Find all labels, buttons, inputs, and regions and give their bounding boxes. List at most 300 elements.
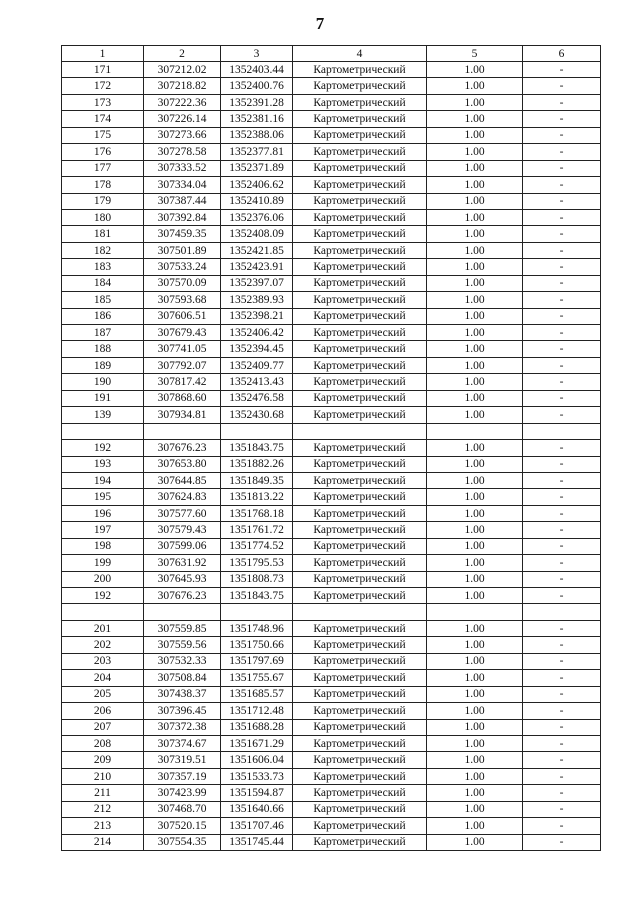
y-coordinate-cell: 1352423.91 bbox=[221, 259, 293, 275]
y-coordinate-cell: 1352403.44 bbox=[221, 62, 293, 78]
method-cell: Картометрический bbox=[293, 522, 427, 538]
table-row bbox=[62, 489, 601, 505]
note-cell: - bbox=[523, 292, 601, 308]
table-row bbox=[62, 94, 601, 110]
point-number-cell: 186 bbox=[62, 308, 144, 324]
accuracy-cell: 1.00 bbox=[427, 292, 523, 308]
accuracy-cell: 1.00 bbox=[427, 62, 523, 78]
accuracy-cell: 1.00 bbox=[427, 768, 523, 784]
note-cell: - bbox=[523, 374, 601, 390]
method-cell: Картометрический bbox=[293, 456, 427, 472]
accuracy-cell: 1.00 bbox=[427, 505, 523, 521]
note-cell: - bbox=[523, 78, 601, 94]
table-body bbox=[62, 46, 601, 851]
point-number-cell: 185 bbox=[62, 292, 144, 308]
table-row bbox=[62, 735, 601, 751]
note-cell: - bbox=[523, 834, 601, 850]
accuracy-cell: 1.00 bbox=[427, 259, 523, 275]
table-row bbox=[62, 242, 601, 258]
table-row bbox=[62, 555, 601, 571]
accuracy-cell: 1.00 bbox=[427, 752, 523, 768]
note-cell: - bbox=[523, 703, 601, 719]
x-coordinate-cell: 307631.92 bbox=[144, 555, 221, 571]
y-coordinate-cell: 1351774.52 bbox=[221, 538, 293, 554]
x-coordinate-cell: 307645.93 bbox=[144, 571, 221, 587]
note-cell bbox=[523, 423, 601, 439]
method-cell: Картометрический bbox=[293, 144, 427, 160]
point-number-cell: 176 bbox=[62, 144, 144, 160]
note-cell: - bbox=[523, 193, 601, 209]
x-coordinate-cell: 307644.85 bbox=[144, 472, 221, 488]
method-cell: Картометрический bbox=[293, 818, 427, 834]
accuracy-cell: 1.00 bbox=[427, 456, 523, 472]
point-number-cell: 192 bbox=[62, 440, 144, 456]
note-cell: - bbox=[523, 620, 601, 636]
accuracy-cell: 1.00 bbox=[427, 522, 523, 538]
y-coordinate-cell: 1351533.73 bbox=[221, 768, 293, 784]
accuracy-cell: 1.00 bbox=[427, 357, 523, 373]
table-row bbox=[62, 193, 601, 209]
x-coordinate-cell: 307438.37 bbox=[144, 686, 221, 702]
note-cell: - bbox=[523, 752, 601, 768]
x-coordinate-cell: 307679.43 bbox=[144, 325, 221, 341]
x-coordinate-cell: 307273.66 bbox=[144, 127, 221, 143]
table-row bbox=[62, 538, 601, 554]
y-coordinate-cell: 1351688.28 bbox=[221, 719, 293, 735]
y-coordinate-cell: 1351795.53 bbox=[221, 555, 293, 571]
x-coordinate-cell: 307212.02 bbox=[144, 62, 221, 78]
x-coordinate-cell bbox=[144, 423, 221, 439]
x-coordinate-cell: 307579.43 bbox=[144, 522, 221, 538]
method-cell: Картометрический bbox=[293, 78, 427, 94]
x-coordinate-cell: 307593.68 bbox=[144, 292, 221, 308]
point-number-cell: 184 bbox=[62, 275, 144, 291]
table-row bbox=[62, 818, 601, 834]
x-coordinate-cell bbox=[144, 604, 221, 620]
y-coordinate-cell: 1351685.57 bbox=[221, 686, 293, 702]
point-number-cell: 181 bbox=[62, 226, 144, 242]
y-coordinate-cell: 1352398.21 bbox=[221, 308, 293, 324]
accuracy-cell: 1.00 bbox=[427, 275, 523, 291]
y-coordinate-cell: 1351671.29 bbox=[221, 735, 293, 751]
x-coordinate-cell: 307676.23 bbox=[144, 588, 221, 604]
method-cell: Картометрический bbox=[293, 637, 427, 653]
accuracy-cell: 1.00 bbox=[427, 325, 523, 341]
note-cell: - bbox=[523, 785, 601, 801]
point-number-cell: 179 bbox=[62, 193, 144, 209]
y-coordinate-cell: 1352394.45 bbox=[221, 341, 293, 357]
y-coordinate-cell: 1351813.22 bbox=[221, 489, 293, 505]
note-cell: - bbox=[523, 407, 601, 423]
table-row bbox=[62, 456, 601, 472]
y-coordinate-cell: 1351640.66 bbox=[221, 801, 293, 817]
point-number-cell bbox=[62, 423, 144, 439]
y-coordinate-cell: 1352406.42 bbox=[221, 325, 293, 341]
column-header: 5 bbox=[427, 46, 523, 62]
point-number-cell: 177 bbox=[62, 160, 144, 176]
method-cell: Картометрический bbox=[293, 308, 427, 324]
x-coordinate-cell: 307278.58 bbox=[144, 144, 221, 160]
point-number-cell: 194 bbox=[62, 472, 144, 488]
point-number-cell: 204 bbox=[62, 670, 144, 686]
method-cell: Картометрический bbox=[293, 193, 427, 209]
table-row bbox=[62, 653, 601, 669]
note-cell: - bbox=[523, 588, 601, 604]
point-number-cell: 205 bbox=[62, 686, 144, 702]
accuracy-cell: 1.00 bbox=[427, 374, 523, 390]
point-number-cell: 203 bbox=[62, 653, 144, 669]
note-cell: - bbox=[523, 538, 601, 554]
point-number-cell: 195 bbox=[62, 489, 144, 505]
table-row bbox=[62, 127, 601, 143]
accuracy-cell: 1.00 bbox=[427, 653, 523, 669]
table-row bbox=[62, 686, 601, 702]
note-cell: - bbox=[523, 719, 601, 735]
method-cell: Картометрический bbox=[293, 407, 427, 423]
method-cell: Картометрический bbox=[293, 357, 427, 373]
y-coordinate-cell: 1352397.07 bbox=[221, 275, 293, 291]
x-coordinate-cell: 307508.84 bbox=[144, 670, 221, 686]
note-cell: - bbox=[523, 226, 601, 242]
point-number-cell: 193 bbox=[62, 456, 144, 472]
accuracy-cell: 1.00 bbox=[427, 637, 523, 653]
accuracy-cell: 1.00 bbox=[427, 555, 523, 571]
method-cell: Картометрический bbox=[293, 209, 427, 225]
x-coordinate-cell: 307319.51 bbox=[144, 752, 221, 768]
y-coordinate-cell: 1352406.62 bbox=[221, 177, 293, 193]
method-cell: Картометрический bbox=[293, 653, 427, 669]
y-coordinate-cell: 1352421.85 bbox=[221, 242, 293, 258]
table-row bbox=[62, 620, 601, 636]
table-row bbox=[62, 472, 601, 488]
x-coordinate-cell: 307372.38 bbox=[144, 719, 221, 735]
note-cell: - bbox=[523, 472, 601, 488]
accuracy-cell: 1.00 bbox=[427, 209, 523, 225]
separator-row bbox=[62, 423, 601, 439]
x-coordinate-cell: 307559.56 bbox=[144, 637, 221, 653]
table-row bbox=[62, 407, 601, 423]
point-number-cell: 206 bbox=[62, 703, 144, 719]
y-coordinate-cell: 1351712.48 bbox=[221, 703, 293, 719]
method-cell: Картометрический bbox=[293, 489, 427, 505]
point-number-cell: 192 bbox=[62, 588, 144, 604]
accuracy-cell: 1.00 bbox=[427, 834, 523, 850]
x-coordinate-cell: 307333.52 bbox=[144, 160, 221, 176]
y-coordinate-cell: 1351748.96 bbox=[221, 620, 293, 636]
method-cell: Картометрический bbox=[293, 94, 427, 110]
point-number-cell: 191 bbox=[62, 390, 144, 406]
method-cell bbox=[293, 604, 427, 620]
point-number-cell: 209 bbox=[62, 752, 144, 768]
table-row bbox=[62, 390, 601, 406]
point-number-cell: 173 bbox=[62, 94, 144, 110]
point-number-cell: 183 bbox=[62, 259, 144, 275]
accuracy-cell: 1.00 bbox=[427, 127, 523, 143]
method-cell: Картометрический bbox=[293, 538, 427, 554]
x-coordinate-cell: 307532.33 bbox=[144, 653, 221, 669]
point-number-cell: 214 bbox=[62, 834, 144, 850]
x-coordinate-cell: 307357.19 bbox=[144, 768, 221, 784]
note-cell: - bbox=[523, 440, 601, 456]
y-coordinate-cell: 1351745.44 bbox=[221, 834, 293, 850]
accuracy-cell: 1.00 bbox=[427, 719, 523, 735]
note-cell: - bbox=[523, 390, 601, 406]
table-row bbox=[62, 571, 601, 587]
x-coordinate-cell: 307868.60 bbox=[144, 390, 221, 406]
note-cell: - bbox=[523, 571, 601, 587]
table-row bbox=[62, 440, 601, 456]
method-cell: Картометрический bbox=[293, 719, 427, 735]
note-cell: - bbox=[523, 325, 601, 341]
x-coordinate-cell: 307501.89 bbox=[144, 242, 221, 258]
table-row bbox=[62, 177, 601, 193]
y-coordinate-cell: 1352410.89 bbox=[221, 193, 293, 209]
accuracy-cell: 1.00 bbox=[427, 818, 523, 834]
table-row bbox=[62, 752, 601, 768]
x-coordinate-cell: 307218.82 bbox=[144, 78, 221, 94]
note-cell: - bbox=[523, 686, 601, 702]
y-coordinate-cell: 1352476.58 bbox=[221, 390, 293, 406]
page-number: 7 bbox=[315, 14, 325, 33]
table-row bbox=[62, 78, 601, 94]
point-number-cell: 175 bbox=[62, 127, 144, 143]
method-cell: Картометрический bbox=[293, 752, 427, 768]
method-cell: Картометрический bbox=[293, 834, 427, 850]
table-row bbox=[62, 144, 601, 160]
note-cell: - bbox=[523, 505, 601, 521]
y-coordinate-cell: 1352391.28 bbox=[221, 94, 293, 110]
method-cell: Картометрический bbox=[293, 505, 427, 521]
note-cell: - bbox=[523, 670, 601, 686]
note-cell: - bbox=[523, 259, 601, 275]
y-coordinate-cell: 1352389.93 bbox=[221, 292, 293, 308]
note-cell: - bbox=[523, 735, 601, 751]
column-header: 4 bbox=[293, 46, 427, 62]
point-number-cell: 180 bbox=[62, 209, 144, 225]
x-coordinate-cell: 307392.84 bbox=[144, 209, 221, 225]
y-coordinate-cell: 1351797.69 bbox=[221, 653, 293, 669]
accuracy-cell bbox=[427, 423, 523, 439]
table-row bbox=[62, 703, 601, 719]
note-cell: - bbox=[523, 111, 601, 127]
accuracy-cell: 1.00 bbox=[427, 160, 523, 176]
accuracy-cell: 1.00 bbox=[427, 242, 523, 258]
x-coordinate-cell: 307374.67 bbox=[144, 735, 221, 751]
y-coordinate-cell: 1351843.75 bbox=[221, 588, 293, 604]
point-number-cell: 211 bbox=[62, 785, 144, 801]
note-cell: - bbox=[523, 127, 601, 143]
point-number-cell: 212 bbox=[62, 801, 144, 817]
method-cell: Картометрический bbox=[293, 390, 427, 406]
note-cell: - bbox=[523, 160, 601, 176]
accuracy-cell: 1.00 bbox=[427, 407, 523, 423]
x-coordinate-cell: 307676.23 bbox=[144, 440, 221, 456]
table-row bbox=[62, 505, 601, 521]
method-cell: Картометрический bbox=[293, 325, 427, 341]
y-coordinate-cell: 1352409.77 bbox=[221, 357, 293, 373]
table-row bbox=[62, 374, 601, 390]
note-cell: - bbox=[523, 637, 601, 653]
table-row bbox=[62, 275, 601, 291]
x-coordinate-cell: 307222.36 bbox=[144, 94, 221, 110]
method-cell: Картометрический bbox=[293, 259, 427, 275]
accuracy-cell: 1.00 bbox=[427, 226, 523, 242]
accuracy-cell: 1.00 bbox=[427, 785, 523, 801]
x-coordinate-cell: 307606.51 bbox=[144, 308, 221, 324]
separator-row bbox=[62, 604, 601, 620]
accuracy-cell: 1.00 bbox=[427, 341, 523, 357]
method-cell: Картометрический bbox=[293, 111, 427, 127]
method-cell: Картометрический bbox=[293, 374, 427, 390]
note-cell: - bbox=[523, 653, 601, 669]
note-cell: - bbox=[523, 555, 601, 571]
note-cell: - bbox=[523, 177, 601, 193]
y-coordinate-cell: 1352400.76 bbox=[221, 78, 293, 94]
table-row bbox=[62, 160, 601, 176]
table-row bbox=[62, 259, 601, 275]
x-coordinate-cell: 307792.07 bbox=[144, 357, 221, 373]
y-coordinate-cell: 1352408.09 bbox=[221, 226, 293, 242]
y-coordinate-cell: 1352388.06 bbox=[221, 127, 293, 143]
table-row bbox=[62, 834, 601, 850]
x-coordinate-cell: 307624.83 bbox=[144, 489, 221, 505]
point-number-cell: 197 bbox=[62, 522, 144, 538]
table-row bbox=[62, 670, 601, 686]
note-cell: - bbox=[523, 818, 601, 834]
accuracy-cell: 1.00 bbox=[427, 390, 523, 406]
table-row bbox=[62, 719, 601, 735]
point-number-cell: 171 bbox=[62, 62, 144, 78]
point-number-cell: 178 bbox=[62, 177, 144, 193]
y-coordinate-cell: 1352430.68 bbox=[221, 407, 293, 423]
x-coordinate-cell: 307741.05 bbox=[144, 341, 221, 357]
note-cell: - bbox=[523, 242, 601, 258]
accuracy-cell: 1.00 bbox=[427, 538, 523, 554]
column-header: 3 bbox=[221, 46, 293, 62]
table-row bbox=[62, 292, 601, 308]
x-coordinate-cell: 307459.35 bbox=[144, 226, 221, 242]
method-cell: Картометрический bbox=[293, 242, 427, 258]
point-number-cell bbox=[62, 604, 144, 620]
accuracy-cell: 1.00 bbox=[427, 440, 523, 456]
x-coordinate-cell: 307570.09 bbox=[144, 275, 221, 291]
note-cell: - bbox=[523, 341, 601, 357]
y-coordinate-cell bbox=[221, 423, 293, 439]
method-cell: Картометрический bbox=[293, 341, 427, 357]
method-cell: Картометрический bbox=[293, 768, 427, 784]
table-row bbox=[62, 637, 601, 653]
note-cell: - bbox=[523, 357, 601, 373]
table-row bbox=[62, 357, 601, 373]
y-coordinate-cell: 1351750.66 bbox=[221, 637, 293, 653]
y-coordinate-cell: 1352413.43 bbox=[221, 374, 293, 390]
point-number-cell: 210 bbox=[62, 768, 144, 784]
point-number-cell: 187 bbox=[62, 325, 144, 341]
x-coordinate-cell: 307533.24 bbox=[144, 259, 221, 275]
accuracy-cell: 1.00 bbox=[427, 670, 523, 686]
accuracy-cell: 1.00 bbox=[427, 571, 523, 587]
method-cell: Картометрический bbox=[293, 127, 427, 143]
column-header: 2 bbox=[144, 46, 221, 62]
y-coordinate-cell: 1351761.72 bbox=[221, 522, 293, 538]
method-cell: Картометрический bbox=[293, 177, 427, 193]
table-row bbox=[62, 62, 601, 78]
method-cell: Картометрический bbox=[293, 62, 427, 78]
y-coordinate-cell: 1351594.87 bbox=[221, 785, 293, 801]
x-coordinate-cell: 307577.60 bbox=[144, 505, 221, 521]
x-coordinate-cell: 307554.35 bbox=[144, 834, 221, 850]
note-cell bbox=[523, 604, 601, 620]
method-cell: Картометрический bbox=[293, 670, 427, 686]
table-row bbox=[62, 785, 601, 801]
point-number-cell: 208 bbox=[62, 735, 144, 751]
y-coordinate-cell: 1351849.35 bbox=[221, 472, 293, 488]
point-number-cell: 202 bbox=[62, 637, 144, 653]
accuracy-cell: 1.00 bbox=[427, 193, 523, 209]
y-coordinate-cell: 1351882.26 bbox=[221, 456, 293, 472]
table-header-row bbox=[62, 46, 601, 62]
point-number-cell: 182 bbox=[62, 242, 144, 258]
method-cell bbox=[293, 423, 427, 439]
x-coordinate-cell: 307226.14 bbox=[144, 111, 221, 127]
note-cell: - bbox=[523, 801, 601, 817]
y-coordinate-cell: 1351606.04 bbox=[221, 752, 293, 768]
accuracy-cell: 1.00 bbox=[427, 94, 523, 110]
note-cell: - bbox=[523, 489, 601, 505]
accuracy-cell: 1.00 bbox=[427, 144, 523, 160]
x-coordinate-cell: 307387.44 bbox=[144, 193, 221, 209]
accuracy-cell: 1.00 bbox=[427, 686, 523, 702]
accuracy-cell bbox=[427, 604, 523, 620]
note-cell: - bbox=[523, 275, 601, 291]
accuracy-cell: 1.00 bbox=[427, 489, 523, 505]
method-cell: Картометрический bbox=[293, 801, 427, 817]
y-coordinate-cell: 1352377.81 bbox=[221, 144, 293, 160]
method-cell: Картометрический bbox=[293, 735, 427, 751]
x-coordinate-cell: 307423.99 bbox=[144, 785, 221, 801]
accuracy-cell: 1.00 bbox=[427, 472, 523, 488]
y-coordinate-cell: 1351843.75 bbox=[221, 440, 293, 456]
point-number-cell: 189 bbox=[62, 357, 144, 373]
x-coordinate-cell: 307817.42 bbox=[144, 374, 221, 390]
point-number-cell: 201 bbox=[62, 620, 144, 636]
table-row bbox=[62, 111, 601, 127]
table-row bbox=[62, 341, 601, 357]
accuracy-cell: 1.00 bbox=[427, 308, 523, 324]
method-cell: Картометрический bbox=[293, 620, 427, 636]
y-coordinate-cell bbox=[221, 604, 293, 620]
point-number-cell: 199 bbox=[62, 555, 144, 571]
accuracy-cell: 1.00 bbox=[427, 78, 523, 94]
y-coordinate-cell: 1352376.06 bbox=[221, 209, 293, 225]
note-cell: - bbox=[523, 456, 601, 472]
note-cell: - bbox=[523, 94, 601, 110]
x-coordinate-cell: 307934.81 bbox=[144, 407, 221, 423]
accuracy-cell: 1.00 bbox=[427, 620, 523, 636]
accuracy-cell: 1.00 bbox=[427, 703, 523, 719]
method-cell: Картометрический bbox=[293, 703, 427, 719]
table-row bbox=[62, 801, 601, 817]
point-number-cell: 139 bbox=[62, 407, 144, 423]
point-number-cell: 174 bbox=[62, 111, 144, 127]
y-coordinate-cell: 1351755.67 bbox=[221, 670, 293, 686]
method-cell: Картометрический bbox=[293, 588, 427, 604]
x-coordinate-cell: 307334.04 bbox=[144, 177, 221, 193]
note-cell: - bbox=[523, 209, 601, 225]
table-row bbox=[62, 325, 601, 341]
point-number-cell: 172 bbox=[62, 78, 144, 94]
x-coordinate-cell: 307468.70 bbox=[144, 801, 221, 817]
